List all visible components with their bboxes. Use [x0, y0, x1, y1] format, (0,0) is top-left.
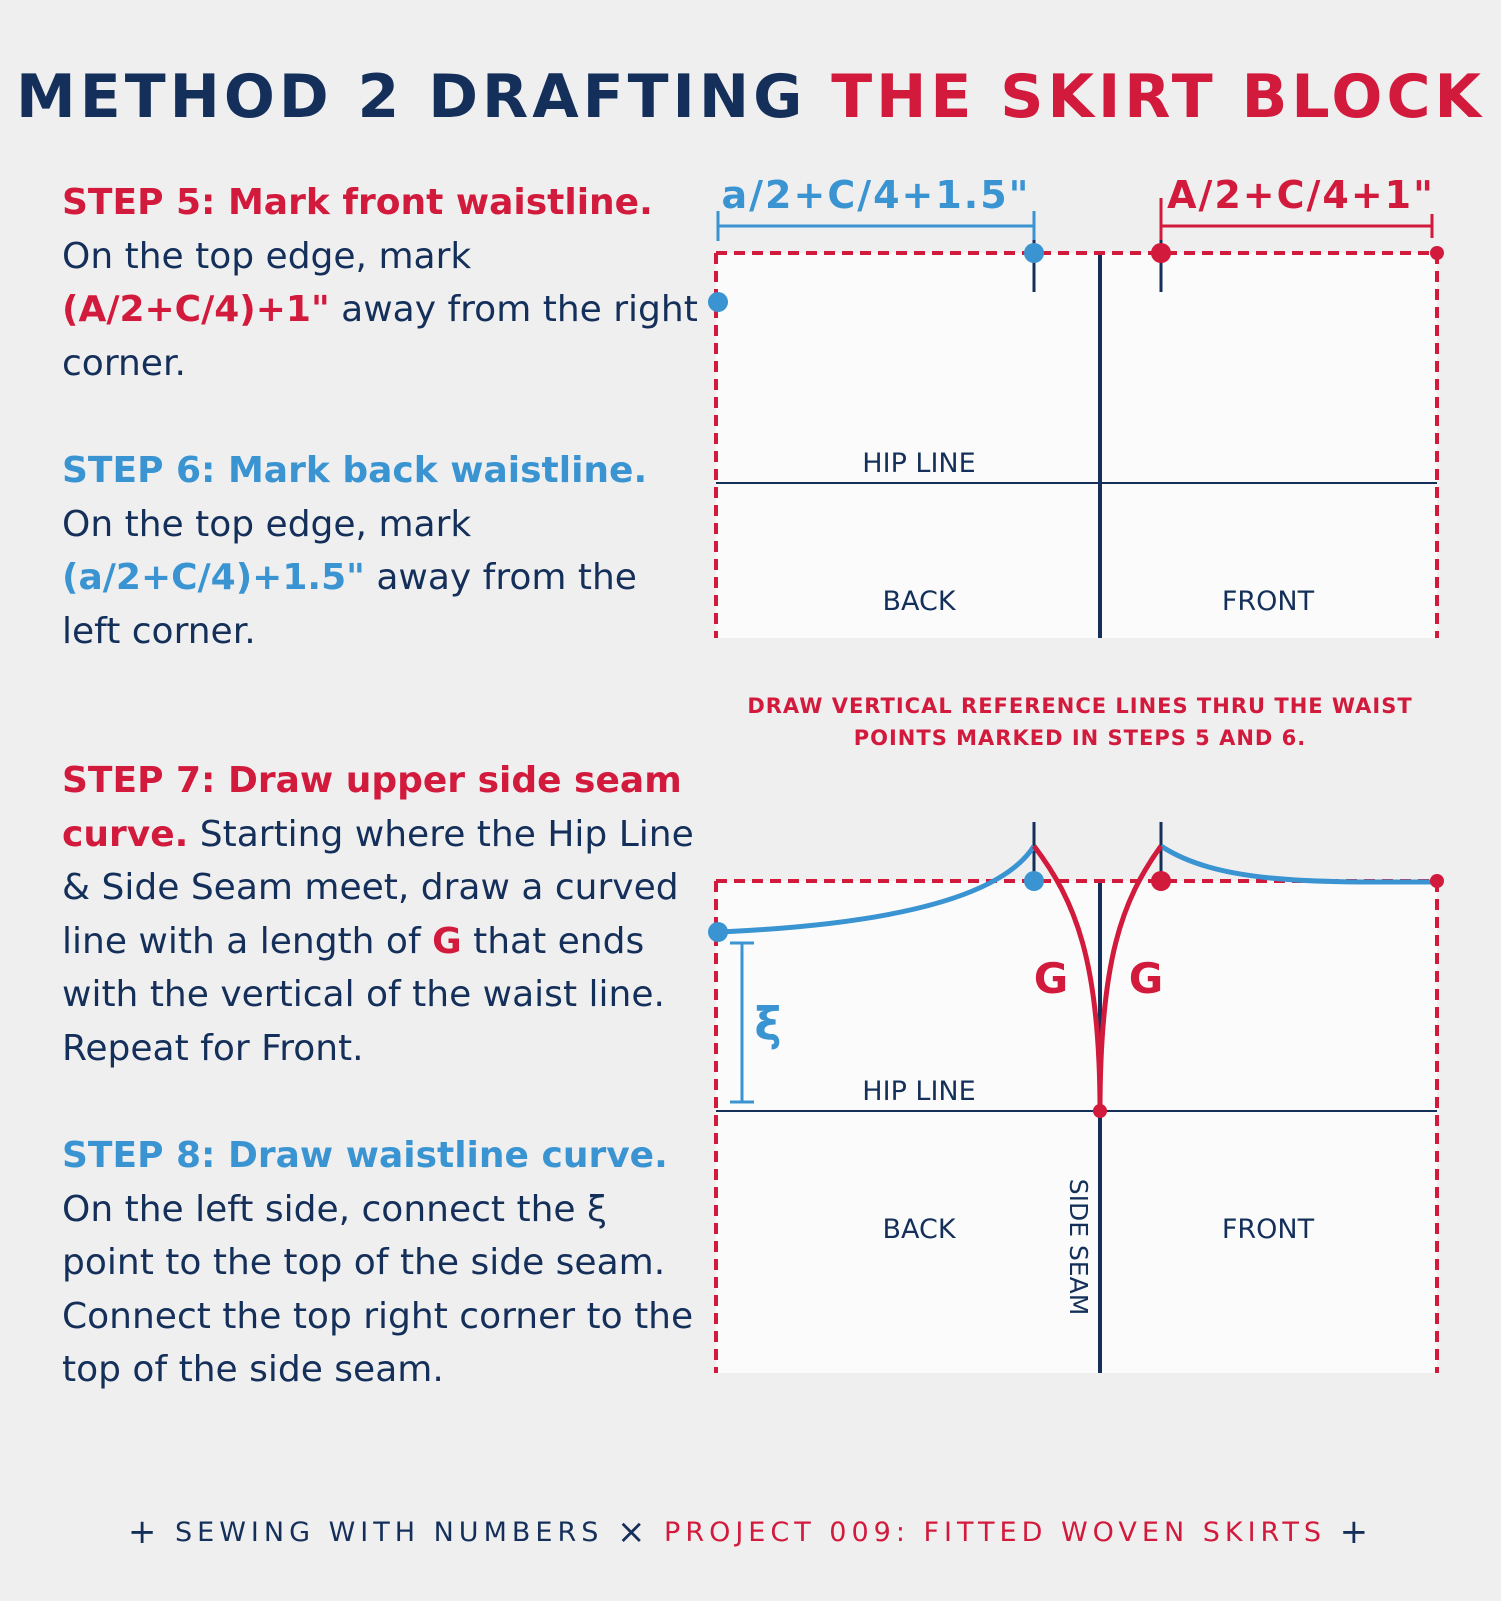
step-8-text-before: On the left side, connect the — [62, 1188, 576, 1230]
times-icon: × — [616, 1512, 651, 1552]
step-5-text-after: away from the right corner. — [62, 289, 698, 384]
step-6-text-before: On the top edge, mark — [62, 503, 472, 545]
step-7-text-after: that ends with the vertical of the waist line. Repeat for Front. — [62, 920, 665, 1069]
skirt-diagram-waist-marks — [690, 165, 1450, 645]
step-5-measure: (A/2+C/4)+1" — [62, 289, 330, 330]
skirt-panel — [716, 253, 1437, 638]
reference-note: DRAW VERTICAL REFERENCE LINES THRU THE WAIST POINTS MARKED IN STEPS 5 AND 6. — [747, 694, 1413, 750]
step-7-text-before: Starting where the Hip Line & Side Seam meet, draw a curved line with a length of — [62, 813, 694, 962]
front-right-point — [1430, 246, 1444, 260]
page-title — [0, 62, 1501, 132]
step-8-xi: ξ — [587, 1188, 608, 1230]
step-8 — [62, 1129, 702, 1397]
front-label: FRONT — [1221, 586, 1315, 617]
footer-project: PROJECT 009: FITTED WOVEN SKIRTS — [664, 1517, 1326, 1548]
front-waist-point — [1151, 871, 1171, 891]
title-part-2: THE SKIRT BLOCK — [831, 62, 1485, 132]
step-8-heading: STEP 8: Draw waistline curve. — [62, 1135, 668, 1176]
g-label-front: G — [1128, 954, 1164, 1003]
step-5-heading: STEP 5: Mark front waistline. — [62, 182, 653, 223]
front-right-point — [1430, 874, 1444, 888]
footer-brand: SEWING WITH NUMBERS — [175, 1517, 604, 1548]
step-7-heading: STEP 7: Draw upper side seam curve. — [62, 760, 682, 855]
instructions — [62, 176, 702, 1451]
xi-point — [708, 922, 728, 942]
side-seam-label: SIDE SEAM — [1064, 1178, 1093, 1316]
hip-line-label: HIP LINE — [862, 448, 976, 479]
back-label: BACK — [882, 586, 956, 617]
g-label-back: G — [1033, 954, 1069, 1003]
step-5-text-before: On the top edge, mark — [62, 235, 472, 277]
step-6-measure: (a/2+C/4)+1.5" — [62, 557, 365, 598]
plus-icon: + — [1339, 1512, 1374, 1552]
hip-line-label: HIP LINE — [862, 1076, 976, 1107]
back-waist-point — [1024, 871, 1044, 891]
front-measure-label: A/2+C/4+1" — [1167, 173, 1435, 217]
front-waistline-curve — [1161, 846, 1437, 882]
back-measure-label: a/2+C/4+1.5" — [721, 173, 1031, 217]
hip-side-seam-point — [1093, 1104, 1107, 1118]
step-7-g: G — [432, 920, 462, 962]
back-left-point — [708, 292, 728, 312]
step-8-text-after: point to the top of the side seam. Connect the top right corner to the top of the side seam. — [62, 1242, 694, 1390]
title-part-1: METHOD 2 DRAFTING — [16, 62, 807, 132]
step-6 — [62, 444, 702, 658]
back-label: BACK — [882, 1214, 956, 1245]
step-5 — [62, 176, 702, 390]
back-waist-point — [1024, 243, 1044, 263]
front-waist-point — [1151, 243, 1171, 263]
plus-icon: + — [127, 1512, 162, 1552]
front-label: FRONT — [1221, 1214, 1315, 1245]
xi-label: ξ — [754, 997, 782, 1051]
step-6-heading: STEP 6: Mark back waistline. — [62, 450, 648, 491]
step-6-text-after: away from the left corner. — [62, 557, 637, 652]
footer — [0, 1512, 1501, 1552]
step-7 — [62, 754, 702, 1075]
skirt-diagram-curves — [690, 815, 1450, 1380]
